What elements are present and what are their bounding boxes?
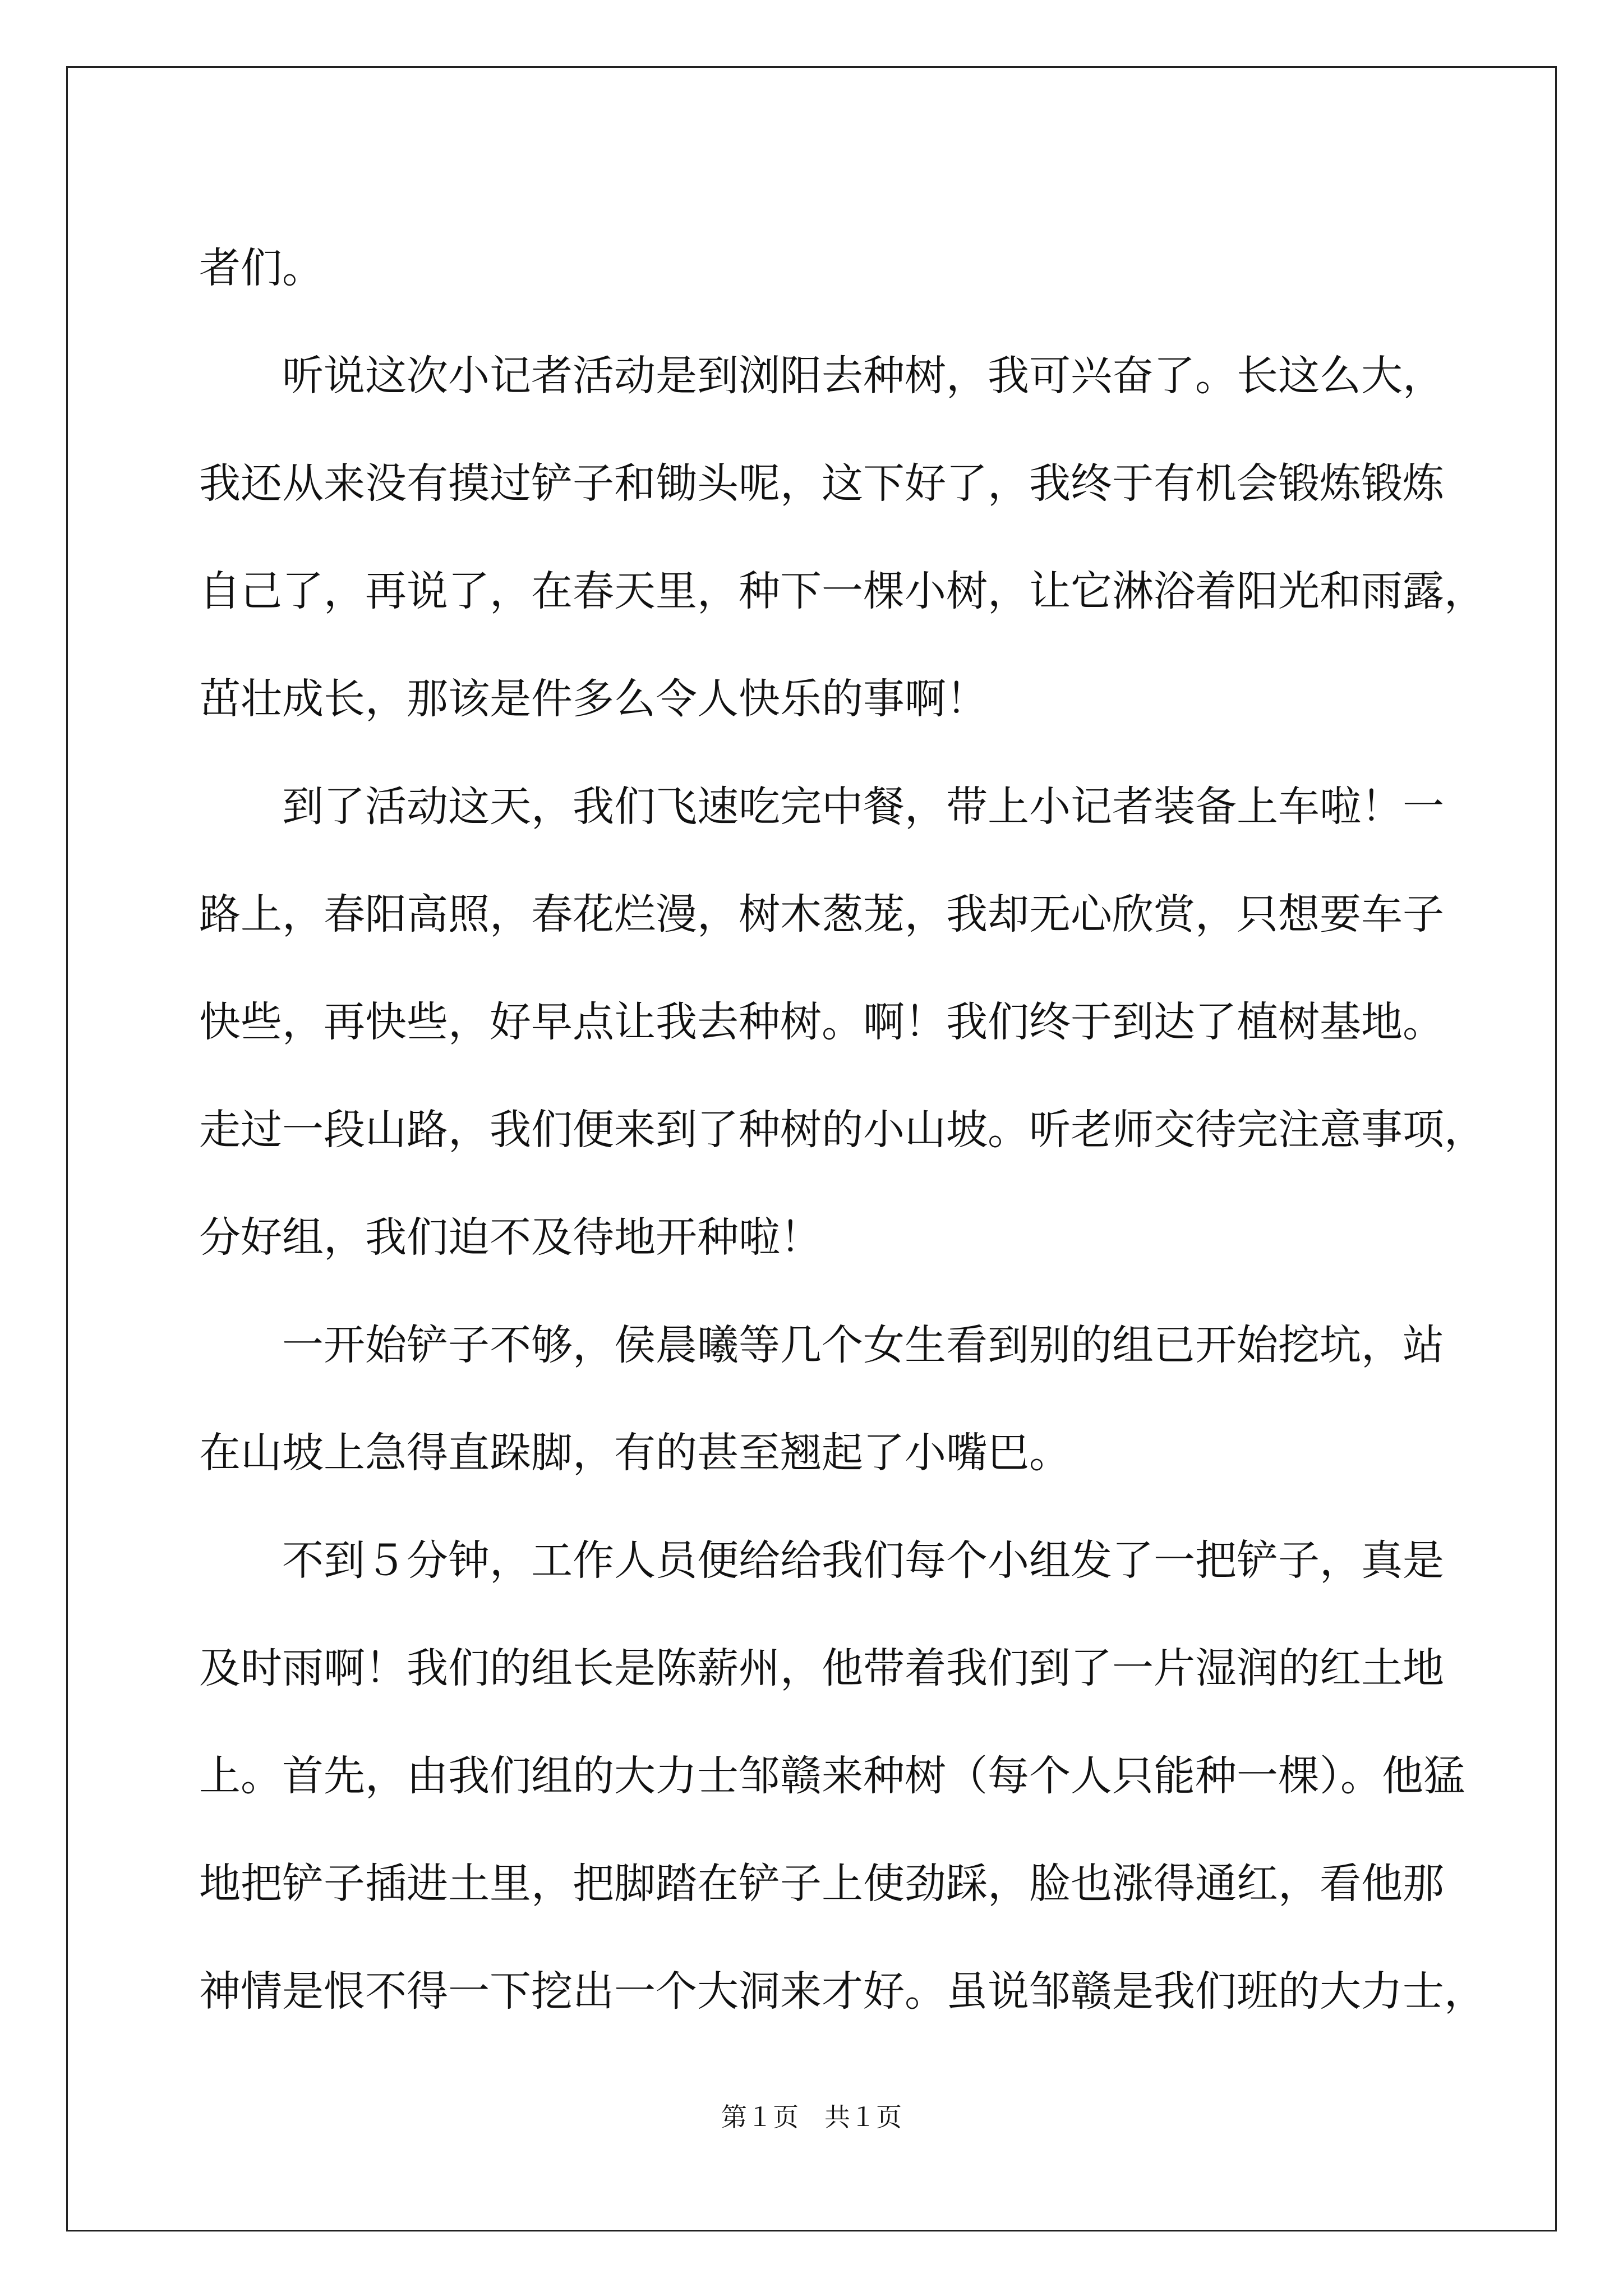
text-line: 者们。 [199, 244, 324, 292]
text-line: 分好组，我们迫不及待地开种啦！ [199, 1213, 822, 1262]
text-line: 自己了，再说了，在春天里，种下一棵小树，让它淋浴着阳光和雨露， [199, 567, 1486, 615]
text-line: 走过一段山路，我们便来到了种树的小山坡。听老师交待完注意事项， [199, 1106, 1486, 1154]
text-line: 快些，再快些，好早点让我去种树。啊！我们终于到达了植树基地。 [199, 998, 1444, 1046]
text-line: 及时雨啊！我们的组长是陈薪州，他带着我们到了一片湿润的红土地 [199, 1644, 1444, 1692]
text-line: 在山坡上急得直跺脚，有的甚至翘起了小嘴巴。 [199, 1429, 1071, 1477]
text-line: 一开始铲子不够，侯晨曦等几个女生看到别的组已开始挖坑，站 [282, 1321, 1444, 1369]
text-line: 听说这次小记者活动是到浏阳去种树，我可兴奋了。长这么大， [282, 352, 1444, 400]
text-line: 路上，春阳高照，春花烂漫，树木葱茏，我却无心欣赏，只想要车子 [199, 890, 1444, 938]
page-number-footer: 第１页 共１页 [721, 2103, 902, 2132]
text-line: 我还从来没有摸过铲子和锄头呢，这下好了，我终于有机会锻炼锻炼 [199, 459, 1444, 508]
text-line: 不到５分钟，工作人员便给给我们每个小组发了一把铲子，真是 [282, 1536, 1444, 1585]
text-line: 茁壮成长，那该是件多么令人快乐的事啊！ [199, 675, 988, 723]
text-line: 地把铲子插进土里，把脚踏在铲子上使劲踩，脸也涨得通红，看他那 [199, 1860, 1444, 1908]
text-line: 神情是恨不得一下挖出一个大洞来才好。虽说邹赣是我们班的大力士， [199, 1967, 1486, 2016]
document-body [199, 214, 1486, 2045]
text-line: 上。首先，由我们组的大力士邹赣来种树（每个人只能种一棵）。他猛 [199, 1752, 1465, 1800]
text-line: 到了活动这天，我们飞速吃完中餐，带上小记者装备上车啦！一 [282, 783, 1444, 831]
